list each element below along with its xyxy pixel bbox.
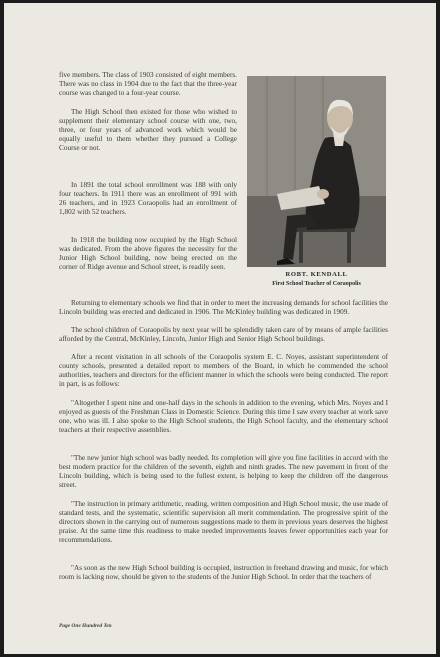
paragraph-3: In 1891 the total school enrollment was 188 with only four teachers. In 1911 there was an enrollment of 991 with 26 teachers, and in 1923 Coraopolis had an enrollment of 1,802 with 52 teachers. (59, 181, 237, 217)
photo-caption-subtitle: First School Teacher of Coraopolis (272, 281, 361, 287)
paragraph-9: "The new junior high school was badly needed. Its completion will give you fine facilities in accord with the best modern practice for the children of the seventh, eighth and ninth grades. The new pavement in front of the Lincoln building, which is being used to the fullest extent, is helping to keep the children off the dangerous street. (59, 454, 388, 490)
document-page (4, 3, 436, 654)
paragraph-11: "As soon as the new High School building is occupied, instruction in freehand drawing and music, for which room is lacking now, should be given to the students of the Junior High School. In order that the teachers of (59, 564, 388, 582)
photo-caption-name: ROBT. KENDALL (285, 271, 348, 278)
page-footer: Page One Hundred Ten (59, 623, 112, 629)
paragraph-8: "Altogether I spent nine and one-half days in the schools in addition to the evening, which Mrs. Noyes and I enjoyed as guests of the Freshman Class in Domestic Science. During this time I saw every teacher at work save one, who was ill. I also spoke to the High School students, the High School faculty, and the elementary school teachers at their respective assemblies. (59, 399, 388, 435)
paragraph-5: Returning to elementary schools we find that in order to meet the increasing demands for school facilities the Lincoln building was erected and dedicated in 1906. The McKinley building was dedicated in 1909. (59, 299, 388, 317)
portrait-photo (247, 76, 386, 267)
paragraph-6: The school children of Coraopolis by next year will be splendidly taken care of by means of ample facilities afforded by the Central, McKinley, Lincoln, Junior High and Senior High School buildings. (59, 326, 388, 344)
paragraph-4: In 1918 the building now occupied by the High School was dedicated. From the above figures the necessity for the Junior High School building, now being erected on the corner of Ridge avenue and School street, is readily seen. (59, 236, 237, 272)
paragraph-2: The High School then existed for those who wished to supplement their elementary school course with one, two, three, or four years of advanced work which would be equally useful to them whether they pursued a College Course or not. (59, 108, 237, 153)
paragraph-10: "The instruction in primary arithmetic, reading, written composition and High School music, the use made of standard tests, and the systematic, scientific supervision all merit commendation. The progressive spirit of the directors shown in the carrying out of numerous suggestions made to them in previous years deserves the highest praise. At the same time this readiness to make needed improvements leaves fewer opportunities each year for recommendations. (59, 500, 388, 545)
paragraph-1: five members. The class of 1903 consisted of eight members. There was no class in 1904 due to the fact that the three-year course was changed to a four-year course. (59, 71, 237, 98)
paragraph-7: After a recent visitation in all schools of the Coraopolis system E. C. Noyes, assistant superintendent of county schools, presented a detailed report to members of the Board, in which he commended the school authorities, teachers and directors for the efficient manner in which the schools were being conducted. The report in part, is as follows: (59, 353, 388, 389)
seated-man-illustration (247, 76, 386, 267)
